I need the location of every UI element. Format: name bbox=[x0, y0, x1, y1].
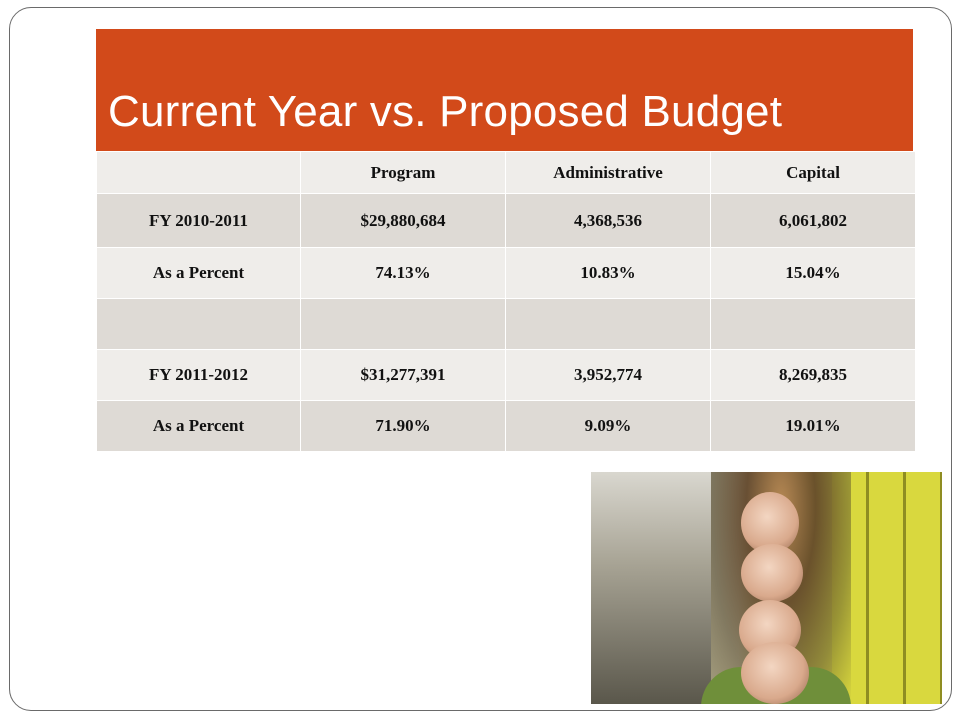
title-banner bbox=[96, 29, 913, 151]
table-row bbox=[97, 299, 916, 350]
students-photo bbox=[591, 472, 942, 704]
administrative-cell bbox=[506, 299, 711, 350]
administrative-cell: 9.09% bbox=[506, 401, 711, 452]
row-label bbox=[97, 299, 301, 350]
program-cell: 71.90% bbox=[301, 401, 506, 452]
program-cell bbox=[301, 299, 506, 350]
capital-cell: 19.01% bbox=[711, 401, 916, 452]
program-cell: $29,880,684 bbox=[301, 194, 506, 248]
administrative-cell: 4,368,536 bbox=[506, 194, 711, 248]
header-cell-program: Program bbox=[301, 152, 506, 194]
hallway-background bbox=[591, 472, 711, 704]
row-label: FY 2011-2012 bbox=[97, 350, 301, 401]
table-row bbox=[97, 248, 916, 299]
student-face bbox=[741, 642, 809, 704]
header-cell-capital: Capital bbox=[711, 152, 916, 194]
student-face bbox=[741, 544, 803, 602]
table-header-row bbox=[97, 152, 916, 194]
capital-cell: 15.04% bbox=[711, 248, 916, 299]
budget-table bbox=[96, 151, 916, 452]
header-cell-empty bbox=[97, 152, 301, 194]
program-cell: 74.13% bbox=[301, 248, 506, 299]
table-row bbox=[97, 194, 916, 248]
capital-cell: 8,269,835 bbox=[711, 350, 916, 401]
row-label: As a Percent bbox=[97, 248, 301, 299]
header-cell-administrative: Administrative bbox=[506, 152, 711, 194]
row-label: As a Percent bbox=[97, 401, 301, 452]
administrative-cell: 10.83% bbox=[506, 248, 711, 299]
row-label: FY 2010-2011 bbox=[97, 194, 301, 248]
administrative-cell: 3,952,774 bbox=[506, 350, 711, 401]
capital-cell bbox=[711, 299, 916, 350]
program-cell: $31,277,391 bbox=[301, 350, 506, 401]
slide-title: Current Year vs. Proposed Budget bbox=[108, 87, 783, 136]
capital-cell: 6,061,802 bbox=[711, 194, 916, 248]
table-row bbox=[97, 401, 916, 452]
table-row bbox=[97, 350, 916, 401]
